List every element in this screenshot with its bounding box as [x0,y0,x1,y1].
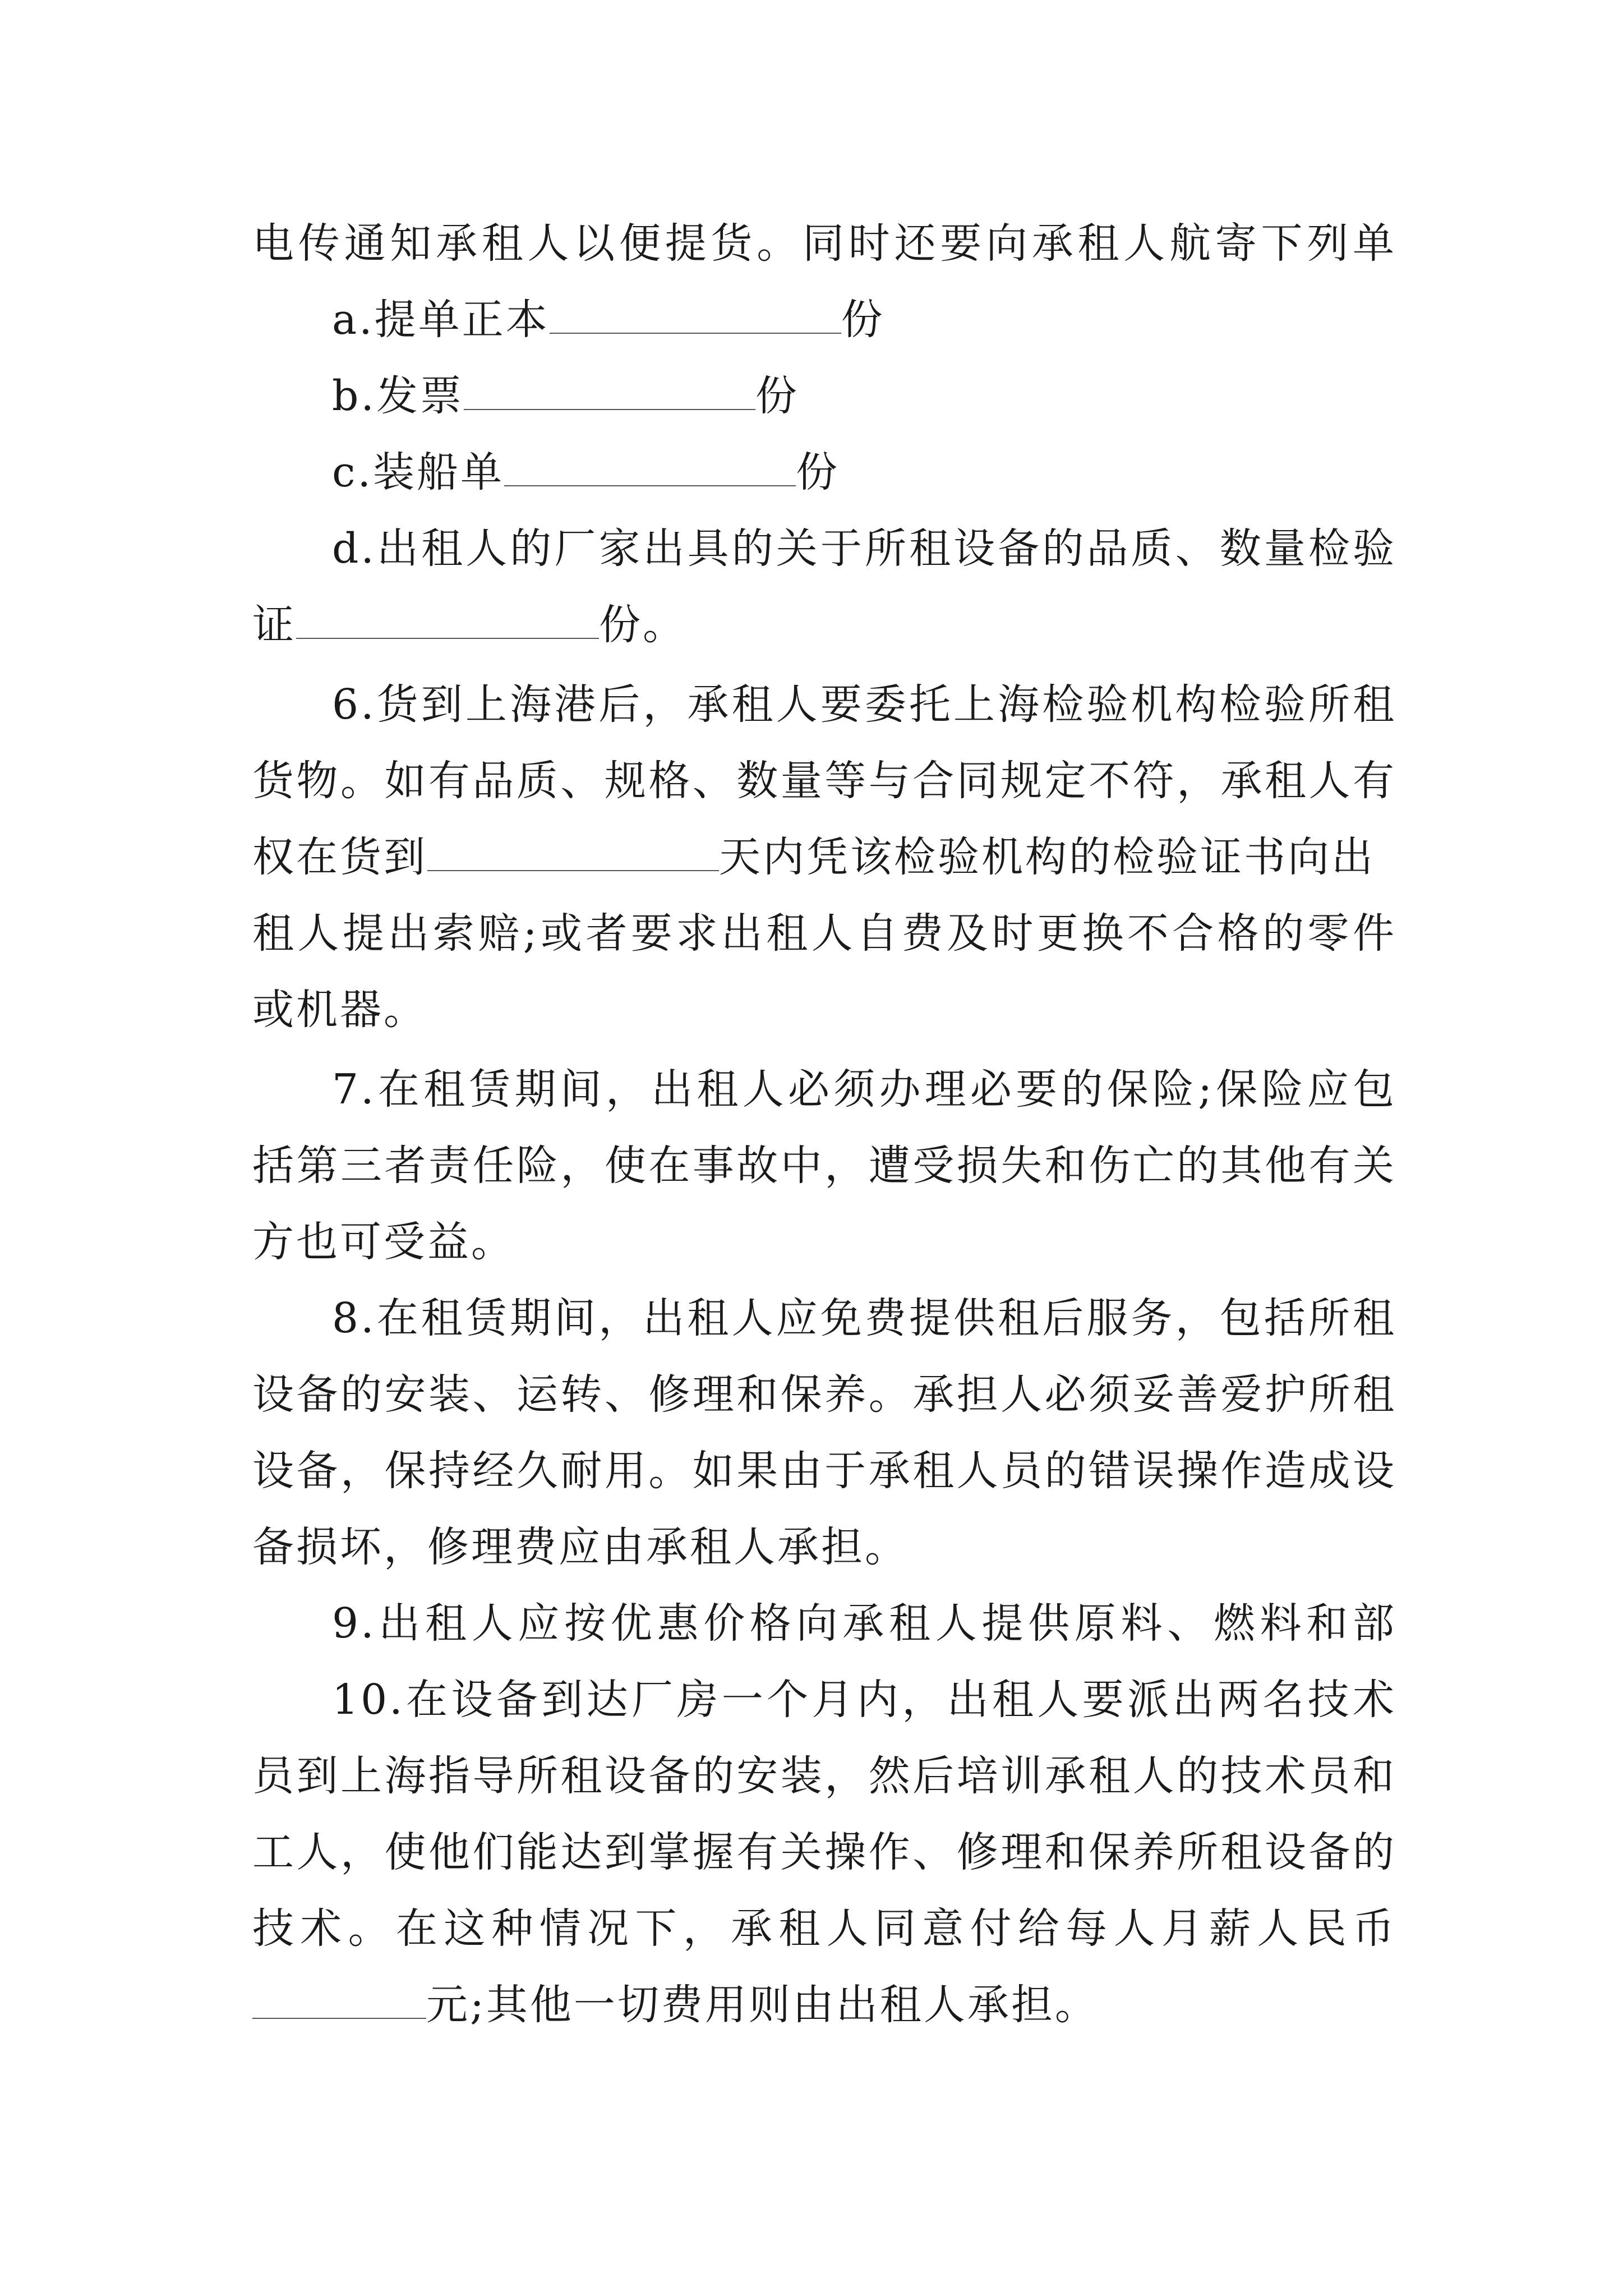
text-line: 员到上海指导所租设备的安装，然后培训承租人的技术员和 [252,1752,1396,1800]
text-line: 权在货到 天内凭该检验机构的检验证书向出 [252,833,1375,881]
text-line: 设备，保持经久耐用。如果由于承租人员的错误操作造成设 [252,1447,1396,1495]
text-line: 元;其他一切费用则由出租人承担。 [252,1978,1396,2032]
text-line: 货物。如有品质、规格、数量等与合同规定不符，承租人有 [252,757,1396,805]
text-line: 8.在租赁期间，出租人应免费提供租后服务，包括所租 [332,1294,1396,1342]
text-line: 电传通知承租人以便提货。同时还要向承租人航寄下列单 [252,219,1396,268]
text-line: 备损坏，修理费应由承租人承担。 [252,1523,909,1571]
text-line: 10.在设备到达厂房一个月内，出租人要派出两名技术 [332,1676,1396,1724]
text-line: 7.在租赁期间，出租人必须办理必要的保险;保险应包 [332,1065,1396,1114]
text-line: 租人提出索赔;或者要求出租人自费及时更换不合格的零件 [252,909,1396,958]
text-line: 证 份。 [252,601,686,649]
text-line: 或机器。 [252,986,427,1034]
text-line: 工人，使他们能达到掌握有关操作、修理和保养所租设备的 [252,1828,1396,1876]
text-line: 括第三者责任险，使在事故中，遭受损失和伤亡的其他有关 [252,1142,1396,1190]
text-line: 设备的安装、运转、修理和保养。承担人必须妥善爱护所租 [252,1370,1396,1419]
fill-in-blank [252,1984,426,2019]
fill-in-blank [296,604,599,639]
text-line: 6.货到上海港后，承租人要委托上海检验机构检验所租 [332,680,1396,729]
text-line: b.发票 份 [332,372,799,420]
fill-in-blank [464,375,755,410]
text-line: 技术。在这种情况下，承租人同意付给每人月薪人民币 [252,1904,1396,1953]
text-line: 9.出租人应按优惠价格向承租人提供原料、燃料和部 [332,1599,1396,1648]
fill-in-blank [427,836,719,871]
text-line: 方也可受益。 [252,1218,515,1266]
fill-in-blank [550,299,841,334]
text-line: d.出租人的厂家出具的关于所租设备的品质、数量检验 [332,524,1396,573]
fill-in-blank [504,452,796,486]
text-line: c.装船单 份 [332,448,840,496]
text-line: a.提单正本 份 [332,296,885,344]
